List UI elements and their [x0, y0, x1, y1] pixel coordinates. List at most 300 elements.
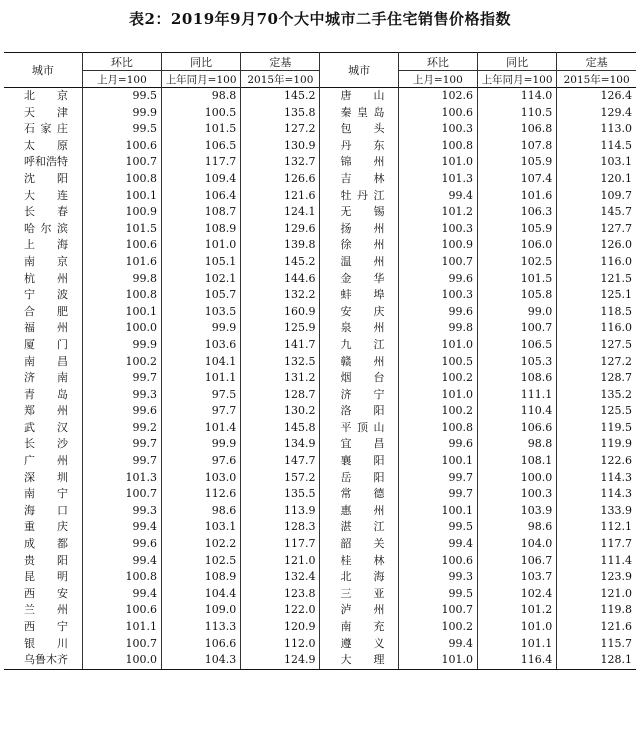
fixed-cell: 145.2: [241, 254, 320, 271]
mom-cell: 99.3: [82, 503, 161, 520]
city-name-cell: [320, 536, 398, 553]
city-name: 武汉: [24, 420, 68, 434]
table-row: [4, 204, 636, 221]
mom-cell: 99.5: [398, 586, 477, 603]
city-name: 长春: [24, 205, 68, 219]
yoy-cell: 97.6: [161, 453, 240, 470]
city-name-cell: [4, 403, 82, 420]
mom-cell: 100.2: [398, 403, 477, 420]
city-name: 锦州: [340, 155, 385, 169]
table-row: [4, 320, 636, 337]
table-row: [4, 420, 636, 437]
city-name: 唐山: [340, 89, 385, 102]
city-name: 襄阳: [340, 454, 385, 468]
mom-cell: 100.0: [82, 320, 161, 337]
yoy-cell: 110.5: [477, 105, 556, 122]
yoy-cell: 101.4: [161, 420, 240, 437]
fixed-cell: 139.8: [241, 237, 320, 254]
yoy-cell: 99.9: [161, 320, 240, 337]
mom-cell: 100.2: [398, 619, 477, 636]
table-row: [4, 553, 636, 570]
yoy-cell: 108.9: [161, 569, 240, 586]
mom-cell: 99.4: [398, 636, 477, 653]
city-name: 北海: [340, 570, 385, 584]
yoy-cell: 108.6: [477, 370, 556, 387]
mom-cell: 99.7: [398, 470, 477, 487]
fixed-cell: 119.8: [557, 602, 636, 619]
mom-cell: 99.6: [82, 403, 161, 420]
mom-cell: 99.8: [82, 271, 161, 288]
fixed-cell: 125.9: [241, 320, 320, 337]
fixed-cell: 132.4: [241, 569, 320, 586]
fixed-cell: 126.4: [557, 88, 636, 105]
city-name-cell: [4, 387, 82, 404]
header-yoy-left: 同比: [161, 53, 240, 71]
mom-cell: 99.7: [82, 436, 161, 453]
city-name: 安庆: [340, 304, 385, 318]
city-name: 合肥: [24, 304, 68, 318]
fixed-cell: 112.1: [557, 519, 636, 536]
fixed-cell: 120.9: [241, 619, 320, 636]
city-name: 桂林: [340, 553, 385, 567]
mom-cell: 101.0: [398, 337, 477, 354]
header-city-left: 城市: [31, 64, 54, 77]
fixed-cell: 114.3: [557, 486, 636, 503]
yoy-cell: 106.0: [477, 237, 556, 254]
city-name: 包头: [340, 122, 385, 136]
mom-cell: 101.0: [398, 652, 477, 669]
fixed-cell: 124.9: [241, 652, 320, 669]
fixed-cell: 135.2: [557, 387, 636, 404]
fixed-cell: 116.0: [557, 320, 636, 337]
yoy-cell: 108.9: [161, 221, 240, 238]
fixed-cell: 125.1: [557, 287, 636, 304]
mom-cell: 100.8: [82, 171, 161, 188]
city-name-cell: [4, 636, 82, 653]
fixed-cell: 130.9: [241, 138, 320, 155]
mom-cell: 101.2: [398, 204, 477, 221]
fixed-cell: 121.0: [241, 553, 320, 570]
city-name: 石家庄: [24, 122, 68, 136]
mom-cell: 100.8: [82, 287, 161, 304]
city-name-cell: [4, 569, 82, 586]
fixed-cell: 127.2: [557, 354, 636, 371]
table-row: [4, 287, 636, 304]
city-name: 三亚: [340, 586, 385, 600]
mom-cell: 99.4: [82, 586, 161, 603]
city-name-cell: [320, 271, 398, 288]
yoy-cell: 106.7: [477, 553, 556, 570]
yoy-cell: 101.5: [477, 271, 556, 288]
table-row: [4, 652, 636, 669]
table-row: [4, 453, 636, 470]
city-name-cell: [4, 619, 82, 636]
fixed-cell: 128.7: [241, 387, 320, 404]
city-name: 秦皇岛: [340, 105, 385, 119]
city-name: 南昌: [24, 354, 68, 368]
table-row: [4, 486, 636, 503]
city-name: 湛江: [340, 520, 385, 534]
yoy-cell: 103.7: [477, 569, 556, 586]
fixed-cell: 124.1: [241, 204, 320, 221]
mom-cell: 99.7: [82, 370, 161, 387]
fixed-cell: 121.6: [557, 619, 636, 636]
city-name: 兰州: [24, 603, 68, 617]
mom-cell: 99.5: [82, 121, 161, 138]
city-name: 赣州: [340, 354, 385, 368]
header-mom-sub-left: 上月=100: [82, 71, 161, 88]
yoy-cell: 105.7: [161, 287, 240, 304]
yoy-cell: 106.6: [161, 636, 240, 653]
city-name-cell: [320, 354, 398, 371]
fixed-cell: 135.8: [241, 105, 320, 122]
city-name-cell: [4, 188, 82, 205]
city-name: 青岛: [24, 387, 68, 401]
city-name-cell: [4, 221, 82, 238]
city-name-cell: [320, 619, 398, 636]
city-name: 泸州: [340, 603, 385, 617]
city-name-cell: [4, 237, 82, 254]
header-fixed-sub-left: 2015年=100: [241, 71, 320, 88]
city-name-cell: [4, 204, 82, 221]
mom-cell: 99.8: [398, 320, 477, 337]
yoy-cell: 101.0: [161, 237, 240, 254]
mom-cell: 99.5: [82, 88, 161, 105]
city-name-cell: [320, 387, 398, 404]
fixed-cell: 119.5: [557, 420, 636, 437]
table-row: [4, 536, 636, 553]
city-name: 杭州: [24, 271, 68, 285]
city-name: 惠州: [340, 503, 385, 517]
fixed-cell: 123.9: [557, 569, 636, 586]
table-row: [4, 304, 636, 321]
yoy-cell: 103.1: [161, 519, 240, 536]
fixed-cell: 113.9: [241, 503, 320, 520]
city-name-cell: [320, 254, 398, 271]
fixed-cell: 134.9: [241, 436, 320, 453]
yoy-cell: 103.6: [161, 337, 240, 354]
yoy-cell: 101.0: [477, 619, 556, 636]
city-name: 北京: [24, 89, 68, 102]
city-name: 乌鲁木齐: [24, 653, 68, 667]
city-name: 上海: [24, 238, 68, 252]
city-name: 金华: [340, 271, 385, 285]
mom-cell: 100.8: [82, 569, 161, 586]
mom-cell: 99.3: [82, 387, 161, 404]
yoy-cell: 102.5: [477, 254, 556, 271]
yoy-cell: 105.3: [477, 354, 556, 371]
city-name: 南宁: [24, 487, 68, 501]
fixed-cell: 145.2: [241, 88, 320, 105]
city-name-cell: [320, 453, 398, 470]
table-row: [4, 354, 636, 371]
city-name-cell: [320, 221, 398, 238]
yoy-cell: 102.5: [161, 553, 240, 570]
city-name: 沈阳: [24, 171, 68, 185]
table-row: [4, 105, 636, 122]
yoy-cell: 106.3: [477, 204, 556, 221]
mom-cell: 101.0: [398, 387, 477, 404]
city-name-cell: [320, 154, 398, 171]
city-name-cell: [320, 370, 398, 387]
city-name: 丹东: [340, 138, 385, 152]
yoy-cell: 102.2: [161, 536, 240, 553]
fixed-cell: 128.7: [557, 370, 636, 387]
fixed-cell: 160.9: [241, 304, 320, 321]
price-index-table: [4, 52, 636, 670]
fixed-cell: 129.4: [557, 105, 636, 122]
city-name-cell: [320, 470, 398, 487]
mom-cell: 100.6: [398, 553, 477, 570]
city-name-cell: [4, 254, 82, 271]
yoy-cell: 106.5: [161, 138, 240, 155]
city-name: 贵阳: [24, 553, 68, 567]
city-name: 长沙: [24, 437, 68, 451]
table-row: [4, 403, 636, 420]
yoy-cell: 101.6: [477, 188, 556, 205]
fixed-cell: 127.7: [557, 221, 636, 238]
city-name-cell: [320, 553, 398, 570]
header-mom-left: 环比: [82, 53, 161, 71]
yoy-cell: 108.7: [161, 204, 240, 221]
city-name: 遵义: [340, 636, 385, 650]
city-name: 常德: [340, 487, 385, 501]
table-row: [4, 569, 636, 586]
city-name-cell: [4, 304, 82, 321]
table-row: [4, 88, 636, 105]
fixed-cell: 103.1: [557, 154, 636, 171]
mom-cell: 99.3: [398, 569, 477, 586]
mom-cell: 99.7: [398, 486, 477, 503]
city-name-cell: [4, 453, 82, 470]
mom-cell: 101.5: [82, 221, 161, 238]
city-name: 重庆: [24, 520, 68, 534]
yoy-cell: 98.8: [477, 436, 556, 453]
city-name-cell: [4, 370, 82, 387]
city-name: 哈尔滨: [24, 221, 68, 235]
yoy-cell: 107.4: [477, 171, 556, 188]
yoy-cell: 104.1: [161, 354, 240, 371]
mom-cell: 99.6: [82, 536, 161, 553]
city-name-cell: [4, 154, 82, 171]
mom-cell: 100.0: [82, 652, 161, 669]
fixed-cell: 128.1: [557, 652, 636, 669]
city-name: 呼和浩特: [24, 155, 68, 169]
mom-cell: 99.6: [398, 436, 477, 453]
city-name-cell: [4, 420, 82, 437]
fixed-cell: 125.5: [557, 403, 636, 420]
fixed-cell: 133.9: [557, 503, 636, 520]
mom-cell: 99.6: [398, 304, 477, 321]
yoy-cell: 104.3: [161, 652, 240, 669]
city-name: 徐州: [340, 238, 385, 252]
mom-cell: 100.3: [398, 221, 477, 238]
city-name-cell: [320, 519, 398, 536]
fixed-cell: 127.2: [241, 121, 320, 138]
mom-cell: 99.7: [82, 453, 161, 470]
yoy-cell: 101.5: [161, 121, 240, 138]
city-name: 昆明: [24, 570, 68, 584]
city-name-cell: [4, 337, 82, 354]
yoy-cell: 102.1: [161, 271, 240, 288]
mom-cell: 101.0: [398, 154, 477, 171]
fixed-cell: 157.2: [241, 470, 320, 487]
city-name: 济宁: [340, 387, 385, 401]
fixed-cell: 126.0: [557, 237, 636, 254]
city-name: 泉州: [340, 321, 385, 335]
city-name-cell: [4, 121, 82, 138]
yoy-cell: 100.0: [477, 470, 556, 487]
city-name: 海口: [24, 503, 68, 517]
table-row: [4, 271, 636, 288]
fixed-cell: 118.5: [557, 304, 636, 321]
city-name: 济南: [24, 371, 68, 385]
city-name: 西安: [24, 586, 68, 600]
city-name-cell: [4, 171, 82, 188]
fixed-cell: 141.7: [241, 337, 320, 354]
yoy-cell: 103.9: [477, 503, 556, 520]
table-row: [4, 503, 636, 520]
city-name: 韶关: [340, 537, 385, 551]
yoy-cell: 98.8: [161, 88, 240, 105]
city-name: 大连: [24, 188, 68, 202]
mom-cell: 99.5: [398, 519, 477, 536]
yoy-cell: 104.4: [161, 586, 240, 603]
yoy-cell: 110.4: [477, 403, 556, 420]
yoy-cell: 114.0: [477, 88, 556, 105]
yoy-cell: 106.6: [477, 420, 556, 437]
table-row: [4, 602, 636, 619]
mom-cell: 100.9: [398, 237, 477, 254]
header-mom-sub-right: 上月=100: [398, 71, 477, 88]
fixed-cell: 122.6: [557, 453, 636, 470]
city-name-cell: [320, 105, 398, 122]
city-name-cell: [320, 652, 398, 669]
city-name: 扬州: [340, 221, 385, 235]
mom-cell: 99.4: [82, 553, 161, 570]
fixed-cell: 113.0: [557, 121, 636, 138]
mom-cell: 100.6: [398, 105, 477, 122]
city-name: 广州: [24, 454, 68, 468]
table-row: [4, 586, 636, 603]
city-name: 岳阳: [340, 470, 385, 484]
city-name-cell: [4, 553, 82, 570]
city-name-cell: [320, 586, 398, 603]
fixed-cell: 132.7: [241, 154, 320, 171]
city-name-cell: [4, 320, 82, 337]
yoy-cell: 105.8: [477, 287, 556, 304]
fixed-cell: 121.0: [557, 586, 636, 603]
yoy-cell: 100.7: [477, 320, 556, 337]
fixed-cell: 115.7: [557, 636, 636, 653]
city-name-cell: [4, 586, 82, 603]
table-row: [4, 221, 636, 238]
mom-cell: 101.1: [82, 619, 161, 636]
fixed-cell: 131.2: [241, 370, 320, 387]
city-name: 西宁: [24, 620, 68, 633]
city-name-cell: [4, 287, 82, 304]
city-name: 厦门: [24, 337, 68, 351]
mom-cell: 100.7: [398, 602, 477, 619]
yoy-cell: 97.5: [161, 387, 240, 404]
header-mom-right: 环比: [398, 53, 477, 71]
city-name-cell: [320, 420, 398, 437]
yoy-cell: 117.7: [161, 154, 240, 171]
city-name-cell: [320, 320, 398, 337]
yoy-cell: 98.6: [161, 503, 240, 520]
fixed-cell: 109.7: [557, 188, 636, 205]
mom-cell: 100.8: [398, 138, 477, 155]
page-title: 表2：2019年9月70个大中城市二手住宅销售价格指数: [129, 10, 511, 28]
city-name: 无锡: [340, 205, 385, 219]
yoy-cell: 100.5: [161, 105, 240, 122]
city-name-cell: [4, 105, 82, 122]
yoy-cell: 109.0: [161, 602, 240, 619]
table-row: [4, 254, 636, 271]
yoy-cell: 106.8: [477, 121, 556, 138]
mom-cell: 101.3: [398, 171, 477, 188]
city-name: 洛阳: [340, 404, 385, 418]
city-name-cell: [320, 304, 398, 321]
yoy-cell: 108.1: [477, 453, 556, 470]
mom-cell: 99.4: [398, 536, 477, 553]
yoy-cell: 99.9: [161, 436, 240, 453]
table-row: [4, 171, 636, 188]
city-name-cell: [320, 636, 398, 653]
table-row: [4, 470, 636, 487]
city-name: 成都: [24, 537, 68, 551]
city-name: 天津: [24, 105, 68, 119]
city-name-cell: [4, 88, 82, 105]
city-name-cell: [320, 204, 398, 221]
header-yoy-sub-left: 上年同月=100: [161, 71, 240, 88]
mom-cell: 100.9: [82, 204, 161, 221]
mom-cell: 100.6: [82, 237, 161, 254]
city-name-cell: [4, 536, 82, 553]
fixed-cell: 144.6: [241, 271, 320, 288]
city-name-cell: [320, 237, 398, 254]
mom-cell: 99.4: [82, 519, 161, 536]
mom-cell: 100.3: [398, 287, 477, 304]
table-row: [4, 154, 636, 171]
city-name-cell: [320, 121, 398, 138]
table-row: [4, 237, 636, 254]
city-name-cell: [4, 271, 82, 288]
yoy-cell: 111.1: [477, 387, 556, 404]
yoy-cell: 112.6: [161, 486, 240, 503]
fixed-cell: 121.6: [241, 188, 320, 205]
yoy-cell: 97.7: [161, 403, 240, 420]
fixed-cell: 111.4: [557, 553, 636, 570]
fixed-cell: 145.7: [557, 204, 636, 221]
table-row: [4, 387, 636, 404]
mom-cell: 99.9: [82, 337, 161, 354]
header-fixed-left: 定基: [241, 53, 320, 71]
mom-cell: 100.7: [82, 636, 161, 653]
city-name-cell: [4, 486, 82, 503]
table-row: [4, 337, 636, 354]
mom-cell: 100.5: [398, 354, 477, 371]
table-row: [4, 138, 636, 155]
yoy-cell: 105.9: [477, 154, 556, 171]
city-name-cell: [320, 486, 398, 503]
city-name-cell: [4, 470, 82, 487]
table-row: [4, 436, 636, 453]
fixed-cell: 112.0: [241, 636, 320, 653]
mom-cell: 100.7: [82, 486, 161, 503]
city-name-cell: [320, 171, 398, 188]
yoy-cell: 98.6: [477, 519, 556, 536]
